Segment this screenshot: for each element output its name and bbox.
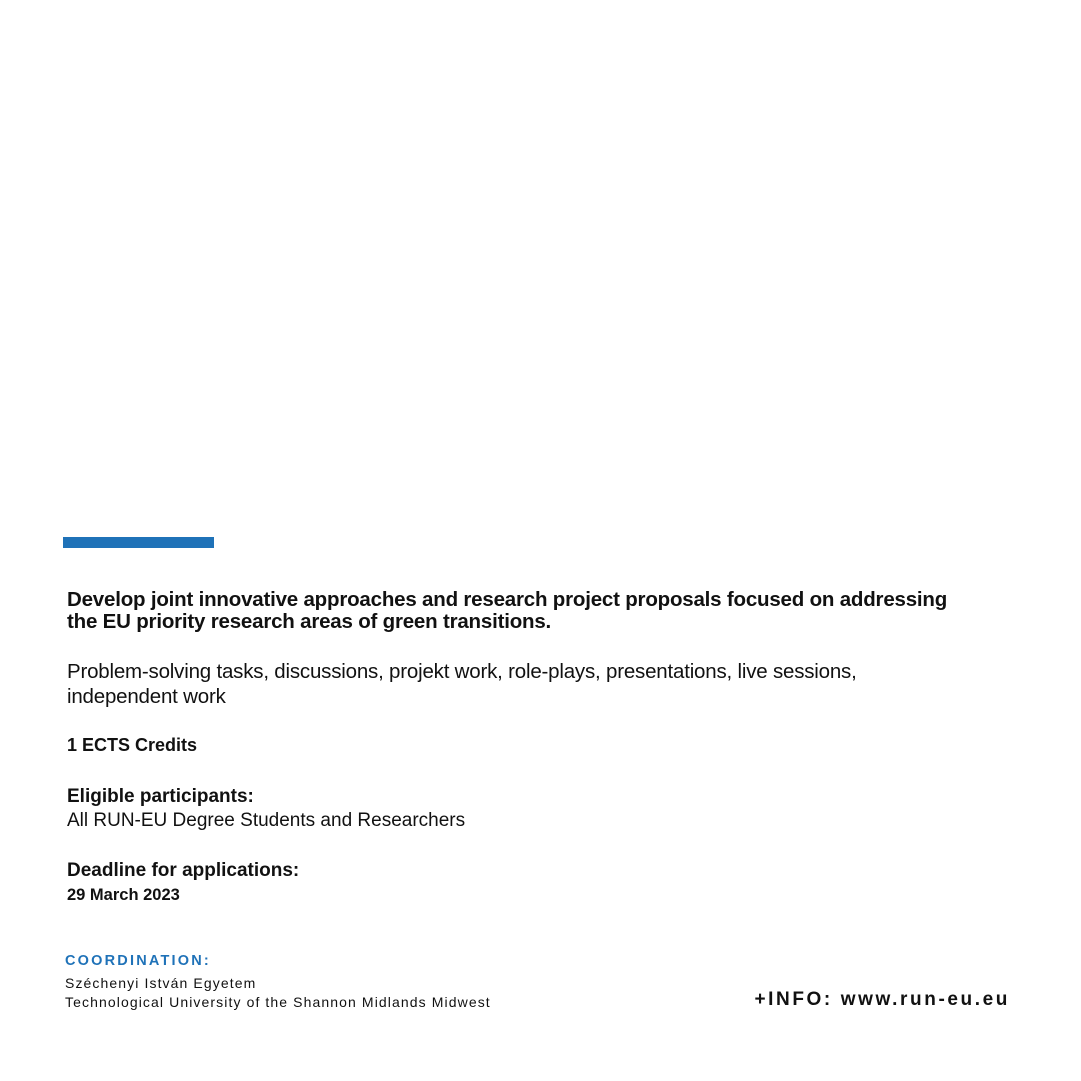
- accent-bar: [63, 537, 214, 548]
- coordination-label: COORDINATION:: [65, 953, 211, 969]
- objective-text: Develop joint innovative approaches and research project proposals focused on addressing the EU priority research areas of green transitions.: [67, 588, 948, 633]
- methods-text: Problem-solving tasks, discussions, projekt work, role-plays, presentations, live sessions, independent work: [67, 660, 857, 708]
- eligibility-label: Eligible participants:: [67, 786, 254, 807]
- coordination-block: [65, 952, 685, 1012]
- coordination-institution: Széchenyi István Egyetem: [65, 975, 257, 991]
- eligibility-value: All RUN-EU Degree Students and Researchers: [67, 810, 466, 831]
- main-content: [67, 589, 967, 907]
- deadline-label: Deadline for applications:: [67, 860, 300, 881]
- info-link[interactable]: +INFO: www.run-eu.eu: [754, 989, 1010, 1010]
- coordination-institution: Technological University of the Shannon Midlands Midwest: [65, 994, 491, 1010]
- deadline-value: 29 March 2023: [67, 886, 180, 904]
- credits-text: 1 ECTS Credits: [67, 735, 198, 755]
